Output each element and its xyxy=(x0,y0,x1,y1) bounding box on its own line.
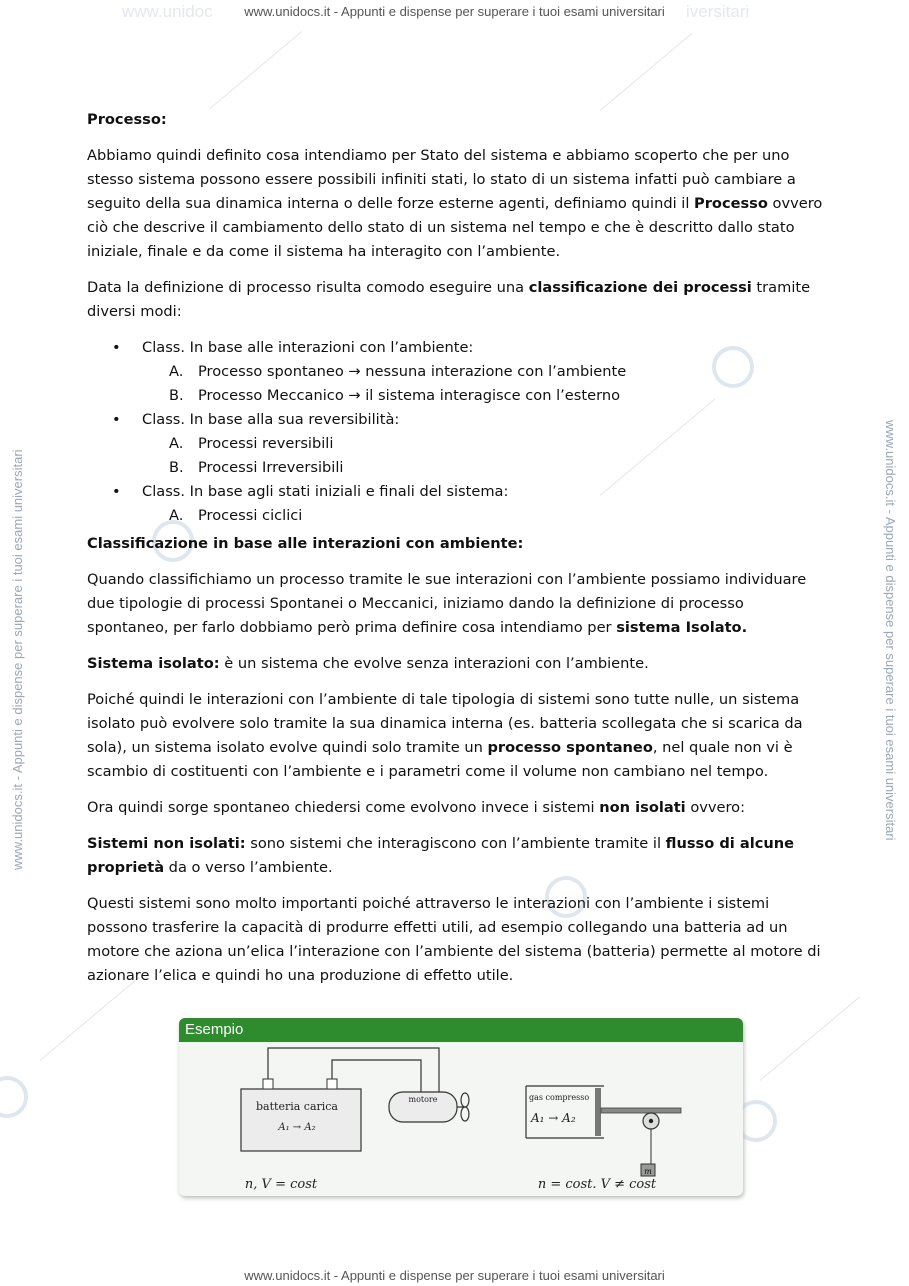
watermark-logo-icon xyxy=(0,1076,28,1118)
watermark-side-right: www.unidocs.it - Appunti e dispense per superare i tuoi esami universitari xyxy=(883,420,898,841)
paragraph-processo-definition: Abbiamo quindi definito cosa intendiamo per Stato del sistema e abbiamo scoperto che per uno stesso sistema possono essere possibili infiniti stati, lo stato di un sistema infatti può cambiare a seguito della sua dinamica interna o delle forze esterne agenti, definiamo quindi il Processo ovvero ciò che descrive il cambiamento dello stato di un sistema nel tempo e che è descritto dallo stato iniziale, finale e da come il sistema ha interagito con l’ambiente. xyxy=(87,147,823,260)
battery-terminal xyxy=(327,1079,337,1089)
watermark-footer: www.unidocs.it - Appunti e dispense per superare i tuoi esami universitari xyxy=(244,1268,665,1283)
paragraph-sistemi-non-isolati: Sistemi non isolati: sono sistemi che interagiscono con l’ambiente tramite il flusso di alcune proprietà da o verso l’ambiente. xyxy=(87,835,795,876)
document-body xyxy=(87,108,827,1000)
sub-list-item: A. Processo spontaneo → nessuna interazione con l’ambiente xyxy=(169,363,627,380)
section-heading-processo: Processo: xyxy=(87,111,167,128)
sub-list-item: A. Processi ciclici xyxy=(169,507,303,524)
watermark-side-left: www.unidocs.it - Appunti e dispense per superare i tuoi esami universitari xyxy=(10,449,25,870)
propeller-icon xyxy=(461,1093,469,1107)
watermark-line xyxy=(210,31,303,109)
wire xyxy=(332,1060,421,1092)
sub-list xyxy=(142,504,827,528)
caption-left: n, V = cost xyxy=(244,1177,318,1192)
battery-label: batteria carica xyxy=(256,1100,338,1113)
paragraph-sistema-isolato: Sistema isolato: è un sistema che evolve senza interazioni con l’ambiente. xyxy=(87,655,649,672)
watermark-header: www.unidocs.it - Appunti e dispense per superare i tuoi esami universitari xyxy=(244,4,665,19)
caption-right: n = cost. V ≠ cost xyxy=(537,1177,657,1192)
watermark-line xyxy=(760,997,860,1081)
gas-label: gas compresso xyxy=(529,1093,590,1102)
battery-state: A₁ → A₂ xyxy=(278,1122,316,1133)
list-item: • Class. In base alle interazioni con l’ambiente: A. Processo spontaneo → nessuna interazione con l’ambiente B. Processo Meccanico → il sistema interagisce con l’esterno xyxy=(87,336,827,408)
piston-rod xyxy=(601,1108,681,1113)
sub-list-item: A. Processi reversibili xyxy=(169,435,334,452)
wire xyxy=(268,1048,439,1092)
paragraph-processo-spontaneo: Poiché quindi le interazioni con l’ambiente di tale tipologia di sistemi sono tutte nulle, un sistema isolato può evolvere solo tramite la sua dinamica interna (es. batteria scollegata che si scarica da sola), un sistema isolato evolve quindi solo tramite un processo spontaneo, nel quale non vi è scambio di costituenti con l’ambiente e i parametri come il volume non cambiano nel tempo. xyxy=(87,691,803,780)
paragraph-effetti-utili: Questi sistemi sono molto importanti poiché attraverso le interazioni con l’ambiente i sistemi possono trasferire la capacità di produrre effetti utili, ad esempio collegando una batteria ad un motore che aziona un’elica l’interazione con l’ambiente del sistema (batteria) permette al motore di azionare l’elica e quindi ho una produzione di effetto utile. xyxy=(87,895,821,984)
propeller-icon xyxy=(461,1107,469,1121)
piston xyxy=(595,1088,601,1136)
figure-diagram xyxy=(179,1042,743,1196)
sub-list-item: B. Processo Meccanico → il sistema interagisce con l’esterno xyxy=(169,387,621,404)
paragraph-non-isolati-intro: Ora quindi sorge spontaneo chiedersi come evolvono invece i sistemi non isolati ovvero: xyxy=(87,799,746,816)
example-figure xyxy=(179,1018,743,1196)
list-item: • Class. In base alla sua reversibilità: A. Processi reversibili B. Processi Irreversibili xyxy=(87,408,827,480)
list-item: • Class. In base agli stati iniziali e finali del sistema: A. Processi ciclici xyxy=(87,480,827,528)
classification-list xyxy=(87,336,827,528)
paragraph-classificazione: Quando classifichiamo un processo tramite le sue interazioni con l’ambiente possiamo individuare due tipologie di processi Spontanei o Meccanici, iniziamo dando la definizione di processo spontaneo, per farlo dobbiamo però prima definire cosa intendiamo per sistema Isolato. xyxy=(87,571,807,636)
sub-list-item: B. Processi Irreversibili xyxy=(169,459,344,476)
mass-label: m xyxy=(644,1167,652,1176)
gas-state: A₁ → A₂ xyxy=(531,1111,576,1125)
battery-box xyxy=(241,1089,361,1151)
figure-title: Esempio xyxy=(179,1018,743,1042)
paragraph-classification-intro: Data la definizione di processo risulta comodo eseguire una classificazione dei processi tramite diversi modi: xyxy=(87,279,811,320)
watermark-line xyxy=(600,33,693,111)
watermark-ghost-text: iversitari xyxy=(686,2,750,21)
motor-label: motore xyxy=(408,1095,438,1104)
sub-list xyxy=(142,432,827,480)
pulley-axle xyxy=(649,1119,653,1123)
sub-list xyxy=(142,360,827,408)
section-heading-classificazione: Classificazione in base alle interazioni con ambiente: xyxy=(87,535,524,552)
watermark-ghost-text: www.unidoc xyxy=(122,2,213,21)
battery-terminal xyxy=(263,1079,273,1089)
